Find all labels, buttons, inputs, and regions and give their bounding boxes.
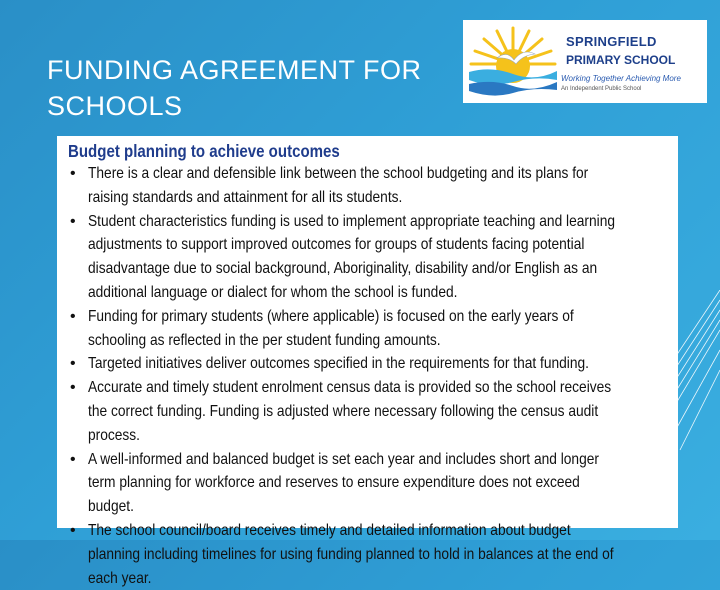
school-tagline: Working Together Achieving More xyxy=(561,74,681,83)
list-item xyxy=(68,376,664,447)
bullet-text: • Accurate and timely student enrolment census data is provided so the school receives the correct funding. Funding is adjusted where necessary following the census audit process. xyxy=(88,379,612,444)
bullet-list xyxy=(68,162,664,590)
school-name-line-2: PRIMARY SCHOOL xyxy=(566,53,676,67)
list-item xyxy=(68,210,664,305)
sun-seagull-logo-icon xyxy=(467,24,559,99)
bullet-text: • There is a clear and defensible link between the school budgeting and its plans for raising standards and attainment for all its students. xyxy=(88,165,589,206)
bullet-text: • A well-informed and balanced budget is set each year and includes short and longer term planning for workforce and reserves to ensure expenditure does not exceed budget. xyxy=(88,450,599,516)
list-item xyxy=(68,519,664,590)
slide-title xyxy=(47,52,487,124)
bullet-text: • Funding for primary students (where applicable) is focused on the early years of schooling as reflected in the per student funding amounts. xyxy=(88,307,574,349)
bullet-text: • Targeted initiatives deliver outcomes specified in the requirements for that funding. xyxy=(88,355,589,373)
bullet-text: • Student characteristics funding is used to implement appropriate teaching and learning adjustments to support improved outcomes for groups of students facing potential disadvantage due to social background, Aboriginality, disability and/or English as an additional language or dialect for whom the school is funded. xyxy=(88,212,616,301)
school-logo xyxy=(463,20,707,103)
content-heading: Budget planning to achieve outcomes xyxy=(68,141,340,161)
bullet-text: • The school council/board receives timely and detailed information about budget planning including timelines for using funding planned to hold in balances at the end of each year. xyxy=(88,521,614,587)
slide-title-line-2: SCHOOLS xyxy=(47,91,183,121)
list-item xyxy=(68,448,664,519)
list-item xyxy=(68,352,664,376)
content-panel xyxy=(57,136,678,587)
school-name-line-1: SPRINGFIELD xyxy=(566,34,657,49)
list-item xyxy=(68,305,664,353)
school-subtitle: An Independent Public School xyxy=(561,86,642,92)
list-item xyxy=(68,162,664,210)
slide-title-line-1: FUNDING AGREEMENT FOR xyxy=(47,55,422,85)
